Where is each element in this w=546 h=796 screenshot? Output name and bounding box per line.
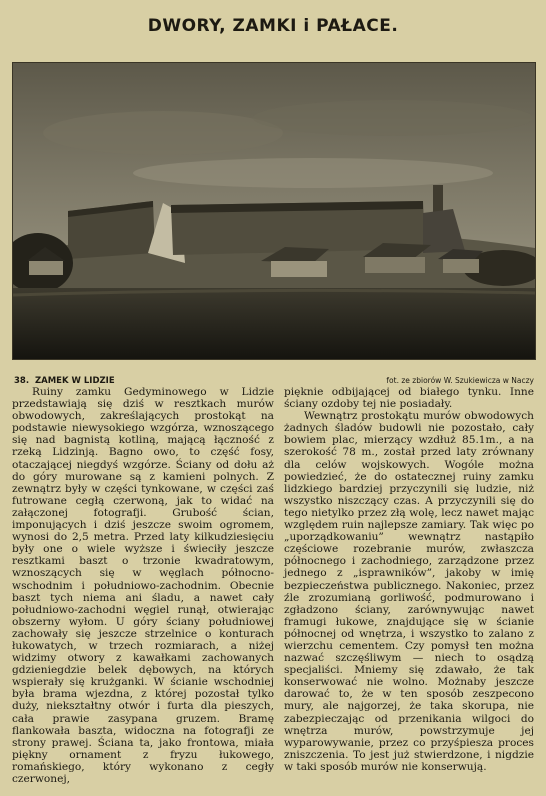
castle-photo-image [13,63,535,359]
photo-credit: fot. ze zbiorów W. Szukiewicza w Naczy [386,376,534,385]
article-paragraph: Ruiny zamku Gedyminowego w Lidzie przedstawiają się dziś w resztkach murów obwodowych, zakreślających prostokąt na podstawie niewysokiego wzgórza, wznoszącego się nad bagnistą kotliną, mającą łączność z rzeką Lidzinją. Bagno owo, to część fosy, otaczającej niegdyś wzgórze. Ściany od dołu aż do góry murowane są z kamieni polnych. Z zewnątrz były w części tynkowane, w części zaś futrowane cegłą czerwoną, jak to widać na załączonej fotografji. Grubość ścian, imponujących i dziś jeszcze swoim ogromem, wynosi do 2,5 metra. Przed laty kilkudziesięciu były one o wiele wyższe i świeciły jeszcze resztkami baszt o trzonie kwadratowym, wznoszących się w węglach północno-wschodnim i południowo-zachodnim. Obecnie baszt tych niema ani śladu, a nawet cały południowo-zachodni węgiel runął, otwierając obszerny wyłom. U góry ściany południowej zachowały się jeszcze strzelnice o konturach łukowatych, w trzech rozmiarach, a niżej widzimy otwory z kawałkami zachowanych gdzieniegdzie belek dębowych, na których wspierały się krużganki. W ścianie wschodniej była brama wjezdna, z której pozostał tylko duży, niekształtny otwór i furta dla pieszych, cała prawie zasypana gruzem. Bramę flankowała baszta, widoczna na fotografji ze strony prawej. Ściana ta, jako frontowa, miała piękny ornament z fryzu łukowego, romańskiego, który wykonano z cegły czerwonej, [12,386,274,785]
castle-photograph [12,62,536,360]
figure-caption [14,376,115,386]
figure-number: 38. [14,376,30,386]
article-paragraph: pięknie odbijającej od białego tynku. Inne ściany ozdoby tej nie posiadały. [284,386,534,411]
article-paragraph: Wewnątrz prostokątu murów obwodowych żadnych śladów budowli nie pozostało, cały bowiem plac, mierzący wzdłuż 85.1m., a na szerokość 78 m., został przed laty zrównany dla celów wojskowych. Wogóle można powiedzieć, że do ostatecznej ruiny zamku lidzkiego bardziej przyczynili się ludzie, niż wszystko niszczący czas. A przyczynili się do tego nietylko przez złą wolę, lecz nawet mając względem ruin najlepsze zamiary. Tak więc po „uporządkowaniu” wewnątrz nastąpiło częściowe rozebranie murów, zwłaszcza północnego i zachodniego, zarządzone przez jednego z „isprawników”, jakoby w imię bezpieczeństwa publicznego. Nakoniec, przez źle zrozumianą gorliwość, podmurowano i zgładzono ściany, zarównywując nawet framugi łukowe, znajdujące się w ścianie północnej od wnętrza, i wszystko to zalano z wierzchu cementem. Czy pomysł ten można nazwać szczęśliwym — niech to osądzą specjaliści. Mniemy się zdawało, że tak konserwować nie wolno. Możnaby jeszcze darować to, że w ten sposób zeszpecono mury, ale najgorzej, że taka skorupa, nie zabezpieczając od przenikania wilgoci do wnętrza murów, powstrzymuje jej wyparowywanie, przez co przyśpiesza proces zniszczenia. To jest już stwierdzone, i nigdzie w taki sposób murów nie konserwują. [284,410,534,773]
figure-caption-text: ZAMEK W LIDZIE [34,376,115,386]
page-title: DWORY, ZAMKI i PAŁACE. [147,16,399,36]
article-column-left [12,386,274,785]
article-column-right [284,386,534,773]
